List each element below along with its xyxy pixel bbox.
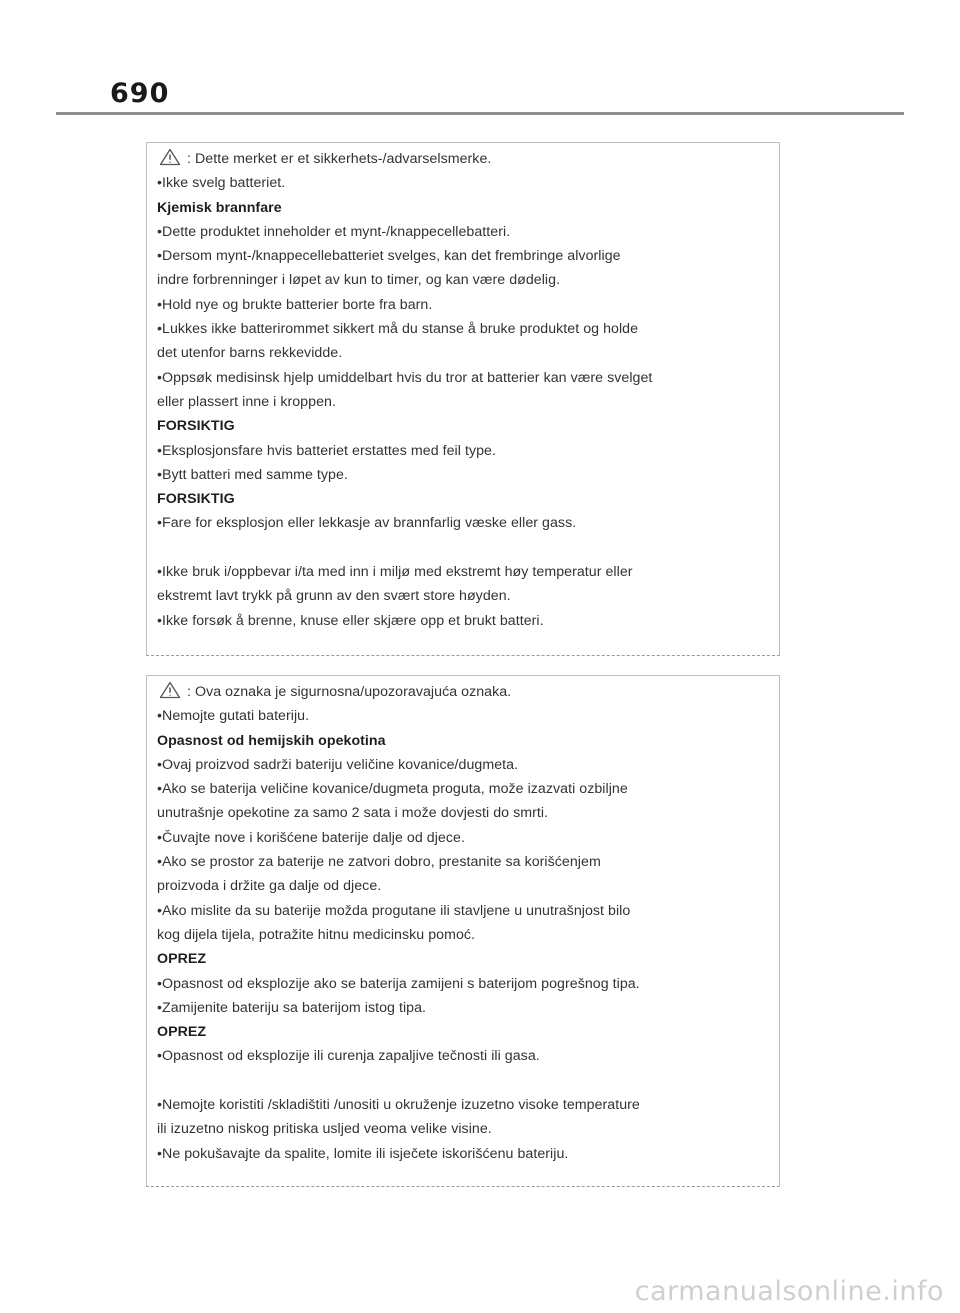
line-text: •Lukkes ikke batterirommet sikkert må du stanse å bruke produktet og holde	[157, 321, 639, 338]
text-line	[157, 874, 779, 898]
line-text: •Ako se prostor za baterije ne zatvori dobro, prestanite sa korišćenjem	[157, 854, 601, 871]
line-text: •Ikke bruk i/oppbevar i/ta med inn i miljø med ekstremt høy temperatur eller	[157, 564, 633, 581]
section-heading	[157, 414, 779, 438]
text-line	[157, 560, 779, 584]
text-line	[157, 293, 779, 317]
watermark: carmanualsonline.info	[634, 1276, 944, 1307]
text-line	[157, 439, 779, 463]
line-text: •Ikke forsøk å brenne, knuse eller skjære opp et brukt batteri.	[157, 612, 544, 629]
text-line	[157, 826, 779, 850]
line-text: •Ne pokušavajte da spalite, lomite ili isječete iskorišćenu bateriju.	[157, 1145, 569, 1162]
line-text: OPREZ	[157, 1024, 207, 1041]
text-line	[157, 753, 779, 777]
text-line	[157, 680, 779, 704]
warning-triangle-icon	[159, 148, 181, 166]
line-text: •Bytt batteri med samme type.	[157, 466, 348, 483]
line-text: : Ova oznaka je sigurnosna/upozoravajuća oznaka.	[187, 684, 512, 700]
line-text: •Opasnost od eksplozije ako se baterija zamijeni s baterijom pogrešnog tipa.	[157, 975, 640, 992]
line-text: •Nemojte gutati bateriju.	[157, 708, 310, 725]
line-text: : Dette merket er et sikkerhets-/advarselsmerke.	[187, 151, 492, 167]
text-line	[157, 341, 779, 365]
warning-box-serbian	[146, 675, 780, 1187]
line-text: •Ovaj proizvod sadrži bateriju veličine kovanice/dugmeta.	[157, 756, 519, 773]
text-line	[157, 777, 779, 801]
line-text: •Nemojte koristiti /skladištiti /unositi u okruženje izuzetno visoke temperature	[157, 1097, 640, 1114]
line-text: Kjemisk brannfare	[157, 199, 282, 216]
blank-line	[157, 1069, 779, 1093]
warning-box-norwegian	[146, 142, 780, 656]
line-text: •Opasnost od eksplozije ili curenja zapaljive tečnosti ili gasa.	[157, 1048, 540, 1065]
line-text: •Dette produktet inneholder et mynt-/knappecellebatteri.	[157, 223, 511, 240]
line-text: kog dijela tijela, potražite hitnu medicinsku pomoć.	[157, 926, 476, 943]
page-number: 690	[110, 78, 170, 109]
text-line	[157, 268, 779, 292]
section-heading	[157, 1020, 779, 1044]
text-line	[157, 1142, 779, 1166]
text-line	[157, 972, 779, 996]
text-line	[157, 511, 779, 535]
line-text: •Eksplosjonsfare hvis batteriet erstattes med feil type.	[157, 442, 496, 459]
section-heading	[157, 729, 779, 753]
line-text: Opasnost od hemijskih opekotina	[157, 732, 386, 749]
line-text: •Ako se baterija veličine kovanice/dugmeta proguta, može izazvati ozbiljne	[157, 781, 628, 798]
line-text: •Zamijenite bateriju sa baterijom istog tipa.	[157, 999, 427, 1016]
line-text: proizvoda i držite ga dalje od djece.	[157, 878, 382, 895]
line-text: •Čuvajte nove i korišćene baterije dalje od djece.	[157, 829, 465, 846]
warning-triangle-icon	[159, 681, 181, 699]
section-heading	[157, 487, 779, 511]
line-text: FORSIKTIG	[157, 491, 235, 508]
section-heading	[157, 196, 779, 220]
line-text: •Fare for eksplosjon eller lekkasje av brannfarlig væske eller gass.	[157, 515, 577, 532]
text-line	[157, 366, 779, 390]
text-line	[157, 1044, 779, 1068]
line-text: •Oppsøk medisinsk hjelp umiddelbart hvis du tror at batterier kan være svelget	[157, 369, 653, 386]
text-line	[157, 609, 779, 633]
text-line	[157, 850, 779, 874]
line-text: FORSIKTIG	[157, 418, 235, 435]
line-text: indre forbrenninger i løpet av kun to timer, og kan være dødelig.	[157, 272, 561, 289]
text-line	[157, 704, 779, 728]
text-line	[157, 463, 779, 487]
text-line	[157, 220, 779, 244]
text-line	[157, 1093, 779, 1117]
blank-line	[157, 536, 779, 560]
text-line	[157, 899, 779, 923]
text-line	[157, 171, 779, 195]
line-text: OPREZ	[157, 951, 207, 968]
text-line	[157, 923, 779, 947]
text-line	[157, 1117, 779, 1141]
text-line	[157, 147, 779, 171]
text-line	[157, 996, 779, 1020]
text-line	[157, 584, 779, 608]
line-text: ili izuzetno niskog pritiska usljed veoma velike visine.	[157, 1121, 492, 1138]
line-text: •Hold nye og brukte batterier borte fra barn.	[157, 296, 433, 313]
line-text: •Ako mislite da su baterije možda progutane ili stavljene u unutrašnjost bilo	[157, 902, 631, 919]
text-line	[157, 317, 779, 341]
line-text: eller plassert inne i kroppen.	[157, 393, 336, 410]
line-text: ekstremt lavt trykk på grunn av den svært store høyden.	[157, 588, 511, 605]
line-text: det utenfor barns rekkevidde.	[157, 345, 343, 362]
line-text: •Ikke svelg batteriet.	[157, 175, 286, 192]
section-heading	[157, 947, 779, 971]
text-line	[157, 244, 779, 268]
line-text: unutrašnje opekotine za samo 2 sata i može dovjesti do smrti.	[157, 805, 549, 822]
header-rule	[56, 112, 904, 115]
text-line	[157, 801, 779, 825]
text-line	[157, 390, 779, 414]
line-text: •Dersom mynt-/knappecellebatteriet svelges, kan det frembringe alvorlige	[157, 248, 621, 265]
